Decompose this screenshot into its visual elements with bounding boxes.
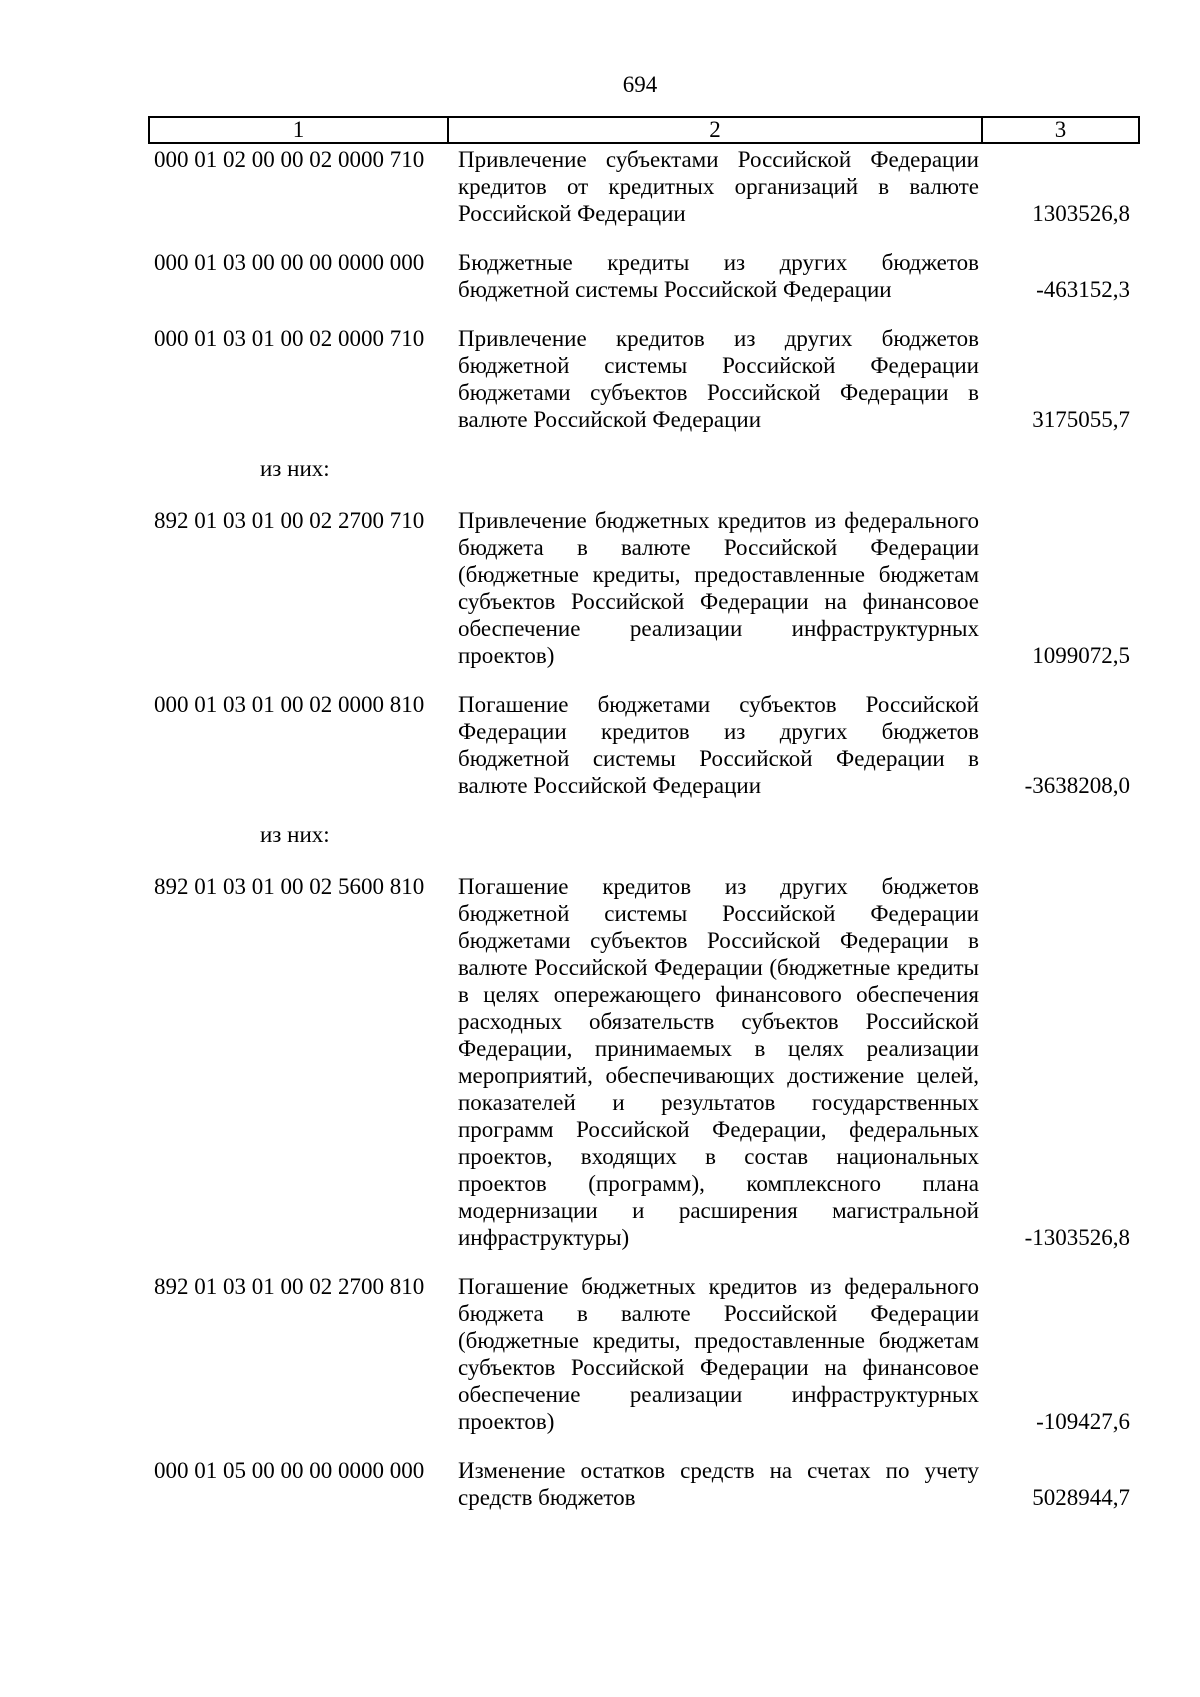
sub-label-row xyxy=(148,455,1140,482)
row-description: Привлечение субъектами Российской Федерации кредитов от кредитных организаций в валюте Российской Федерации xyxy=(458,147,979,226)
table-row xyxy=(148,249,1140,303)
row-description: Привлечение кредитов из других бюджетов бюджетной системы Российской Федерации бюджетами субъектов Российской Федерации в валюте Российской Федерации xyxy=(458,326,979,432)
budget-code: 000 01 02 00 00 02 0000 710 xyxy=(154,147,425,172)
page-number: 694 xyxy=(622,72,658,97)
row-description: Погашение бюджетных кредитов из федерального бюджета в валюте Российской Федерации (бюджетные кредиты, предоставленные бюджетам субъектов Российской Федерации на финансовое обеспечение реализации инфраструктурных проектов) xyxy=(458,1274,979,1434)
column-header-1: 1 xyxy=(150,118,449,142)
row-amount: 1099072,5 xyxy=(1032,643,1130,668)
budget-code: 892 01 03 01 00 02 5600 810 xyxy=(154,874,425,899)
row-description: Изменение остатков средств на счетах по учету средств бюджетов xyxy=(458,1458,979,1510)
budget-code: 892 01 03 01 00 02 2700 810 xyxy=(154,1274,425,1299)
table-row xyxy=(148,146,1140,227)
row-amount: -1303526,8 xyxy=(1024,1225,1130,1250)
row-description: Погашение бюджетами субъектов Российской Федерации кредитов из других бюджетов бюджетной системы Российской Федерации в валюте Российской Федерации xyxy=(458,692,979,798)
table-body xyxy=(148,146,1140,1533)
row-amount: -3638208,0 xyxy=(1024,773,1130,798)
table-row xyxy=(148,507,1140,669)
row-description: Привлечение бюджетных кредитов из федерального бюджета в валюте Российской Федерации (бюджетные кредиты, предоставленные бюджетам субъектов Российской Федерации на финансовое обеспечение реализации инфраструктурных проектов) xyxy=(458,508,979,668)
column-header-2: 2 xyxy=(449,118,983,142)
table-header xyxy=(148,116,1140,144)
row-amount: 1303526,8 xyxy=(1032,201,1130,226)
of-which-label: из них: xyxy=(260,822,330,847)
row-description: Погашение кредитов из других бюджетов бюджетной системы Российской Федерации бюджетами субъектов Российской Федерации в валюте Российской Федерации (бюджетные кредиты в целях опережающего финансового обеспечения расходных обязательств субъектов Российской Федерации, принимаемых в целях реализации мероприятий, обеспечивающих достижение целей, показателей и результатов государственных программ Российской Федерации, федеральных проектов, входящих в состав национальных проектов (программ), комплексного плана модернизации и расширения магистральной инфраструктуры) xyxy=(458,874,979,1250)
of-which-label: из них: xyxy=(260,456,330,481)
table-row xyxy=(148,325,1140,433)
table-row xyxy=(148,1457,1140,1511)
budget-code: 000 01 03 01 00 02 0000 810 xyxy=(154,692,425,717)
sub-label-row xyxy=(148,821,1140,848)
row-amount: 5028944,7 xyxy=(1032,1485,1130,1510)
row-amount: -463152,3 xyxy=(1036,277,1130,302)
row-amount: -109427,6 xyxy=(1036,1409,1130,1434)
table-row xyxy=(148,691,1140,799)
budget-code: 000 01 05 00 00 00 0000 000 xyxy=(154,1458,425,1483)
budget-code: 000 01 03 00 00 00 0000 000 xyxy=(154,250,425,275)
row-description: Бюджетные кредиты из других бюджетов бюджетной системы Российской Федерации xyxy=(458,250,979,302)
budget-code: 892 01 03 01 00 02 2700 710 xyxy=(154,508,425,533)
table-row xyxy=(148,1273,1140,1435)
row-amount: 3175055,7 xyxy=(1032,407,1130,432)
column-header-3: 3 xyxy=(1054,117,1067,142)
budget-code: 000 01 03 01 00 02 0000 710 xyxy=(154,326,425,351)
table-row xyxy=(148,873,1140,1251)
